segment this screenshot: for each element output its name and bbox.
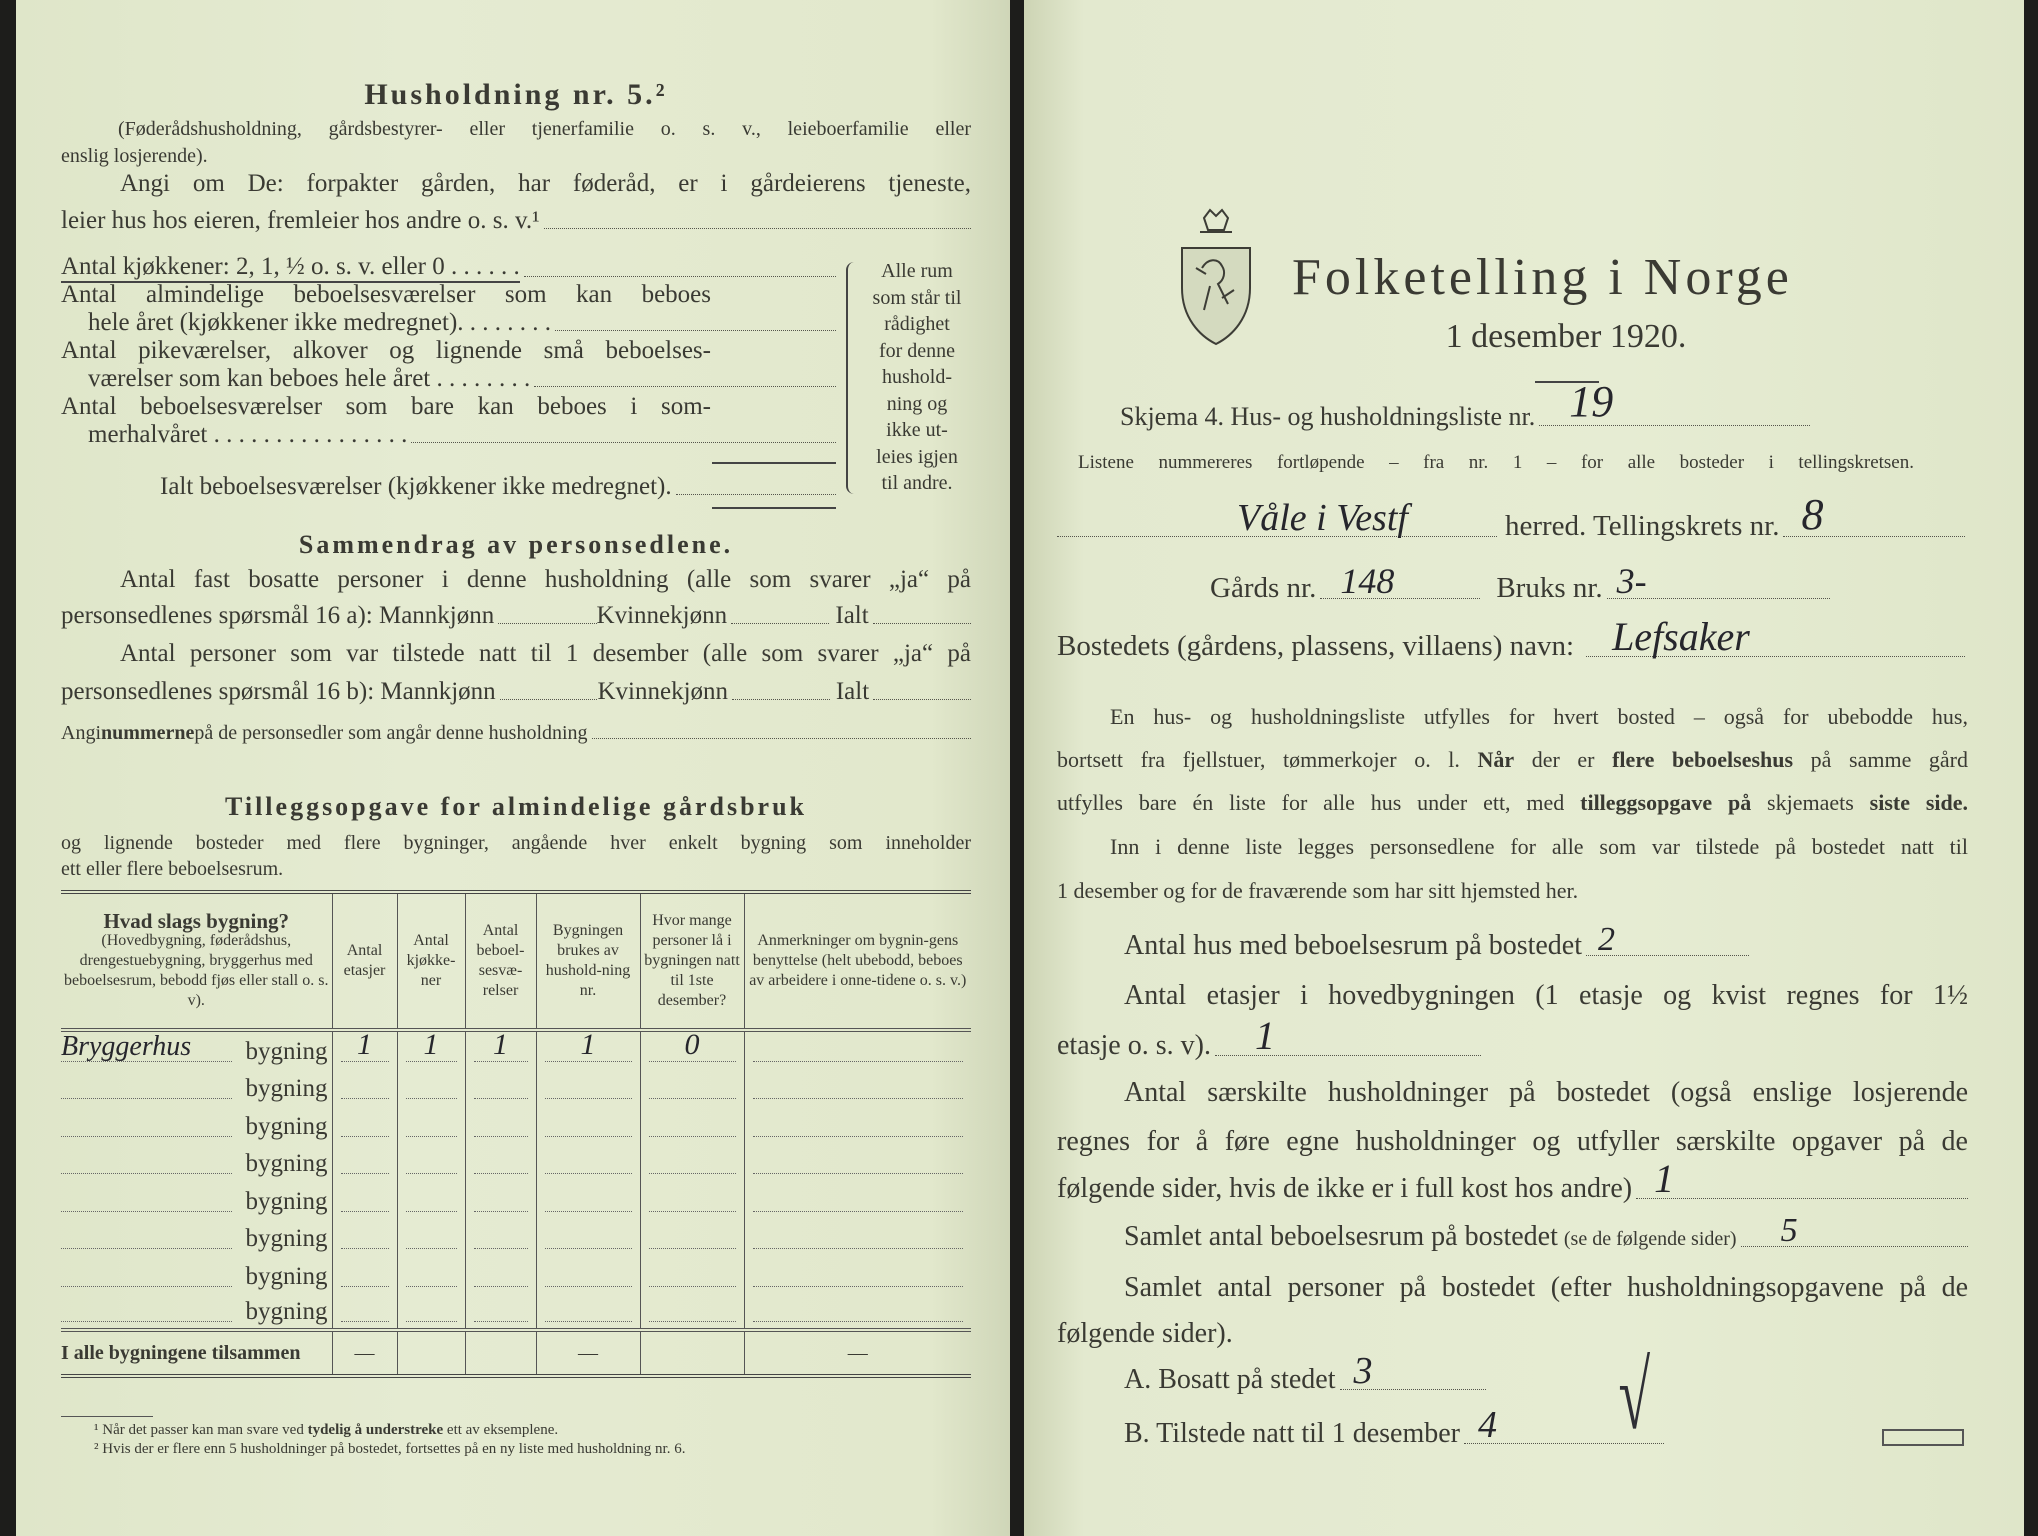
table-cell[interactable] xyxy=(744,1180,971,1218)
col-kitchens: Antal kjøkke-ner xyxy=(397,892,465,1030)
schema-field[interactable]: Skjema 4. Hus- og husholdningsliste nr. 19 xyxy=(1120,402,1810,432)
kitchens-field[interactable] xyxy=(61,253,836,283)
ordinary-rooms-field[interactable] xyxy=(88,309,836,337)
intro-line: (Føderådshusholdning, gårdsbestyrer- eller tjenerfamilie o. s. v., leieboerfamilie eller xyxy=(118,118,971,140)
instruction-line: Inn i denne liste legges personsedlene for alle som var tilstede på bostedet natt til xyxy=(1110,834,1968,859)
col-rooms: Antal beboel-sesvæ-relser xyxy=(465,892,536,1030)
intro-line: enslig losjerende). xyxy=(61,145,208,167)
total-row xyxy=(61,1330,971,1376)
building-type-cell[interactable]: bygning xyxy=(61,1068,332,1106)
households-line: Antal særskilte husholdninger på bostedet (også enslige losjerende xyxy=(1124,1077,1968,1108)
rooms-label: merhalvåret . . . . . . . . . . . . . . . . xyxy=(88,421,408,448)
table-cell[interactable] xyxy=(397,1068,465,1106)
total-rooms-field[interactable] xyxy=(160,473,836,501)
table-cell[interactable] xyxy=(640,1068,744,1106)
table-cell[interactable] xyxy=(640,1218,744,1256)
table-cell[interactable] xyxy=(332,1068,397,1106)
households-line: regnes for å føre egne husholdninger og utfyller særskilte opgaver på de xyxy=(1057,1126,1968,1157)
summary-line: Antal personer som var tilstede natt til 1 desember (alle som svarer „ja“ på xyxy=(120,640,971,667)
brace xyxy=(846,262,856,494)
table-cell[interactable] xyxy=(465,1105,536,1143)
table-cell[interactable]: 1 xyxy=(397,1030,465,1068)
listene-note: Listene nummereres fortløpende – fra nr. 1 – for alle bosteder i tellingskretsen. xyxy=(1078,452,1914,473)
buildings-table xyxy=(61,890,971,1378)
building-type-cell[interactable]: bygning xyxy=(61,1180,332,1218)
table-cell[interactable] xyxy=(397,1143,465,1181)
houses-field[interactable]: Antal hus med beboelsesrum på bostedet 2 xyxy=(1124,930,1749,962)
census-title: Folketelling i Norge xyxy=(1292,249,1793,306)
sum-rule xyxy=(712,507,836,509)
census-date: 1 desember 1920. xyxy=(1445,318,1687,355)
household-title: Husholdning nr. 5.² xyxy=(364,78,668,111)
col-household: Bygningen brukes av hushold-ning nr. xyxy=(536,892,640,1030)
resident-field[interactable]: A. Bosatt på stedet 3 xyxy=(1124,1364,1486,1396)
table-cell[interactable] xyxy=(536,1068,640,1106)
rooms-label: Antal pikeværelser, alkover og lignende små beboelses- xyxy=(61,337,711,364)
table-cell[interactable] xyxy=(536,1105,640,1143)
extra-heading: Tilleggsopgave for almindelige gårdsbruk xyxy=(224,792,808,821)
table-cell[interactable] xyxy=(744,1105,971,1143)
col-persons: Hvor mange personer lå i bygningen natt til 1ste desember? xyxy=(640,892,744,1030)
table-cell[interactable] xyxy=(332,1293,397,1331)
check-mark: √ xyxy=(1618,1342,1651,1449)
table-cell[interactable] xyxy=(397,1255,465,1293)
floors-field[interactable]: etasje o. s. v). 1 xyxy=(1057,1030,1481,1062)
table-cell[interactable] xyxy=(397,1180,465,1218)
instruction-line: 1 desember og for de fraværende som har sitt hjemsted her. xyxy=(1057,878,1579,903)
instruction-line: En hus- og husholdningsliste utfylles for hvert bosted – også for ubebodde hus, xyxy=(1110,704,1968,729)
footnote-1: ¹ Når det passer kan man svare ved tydelig å understreke ett av eksemplene. xyxy=(94,1422,559,1438)
table-cell[interactable] xyxy=(332,1143,397,1181)
table-row xyxy=(61,1068,971,1106)
table-cell[interactable] xyxy=(332,1180,397,1218)
rooms-label: Ialt beboelsesværelser (kjøkkener ikke medregnet). xyxy=(160,473,672,500)
col-remarks: Anmerkninger om bygnin-gens benyttelse (helt ubebodd, beboes av arbeidere i onne-tidene o. s. v.) xyxy=(744,892,971,1030)
table-cell[interactable] xyxy=(332,1255,397,1293)
floors-line: Antal etasjer i hovedbygningen (1 etasje og kvist regnes for 1½ xyxy=(1124,980,1968,1011)
table-row xyxy=(61,1143,971,1181)
instruction-line: utfylles bare én liste for alle hus under ett, med tilleggsopgave på skjemaets siste side. xyxy=(1057,790,1968,815)
sum-rule xyxy=(712,462,836,464)
persons-line: følgende sider). xyxy=(1057,1318,1233,1349)
table-row xyxy=(61,1180,971,1218)
table-cell[interactable] xyxy=(640,1180,744,1218)
rooms-label: hele året (kjøkkener ikke medregnet). . . . . . . . xyxy=(88,309,552,336)
herred-field[interactable]: Våle i Vestf herred. Tellingskrets nr. 8 xyxy=(1057,510,1965,543)
table-row xyxy=(61,1293,971,1331)
table-cell[interactable]: 1 xyxy=(332,1030,397,1068)
table-cell[interactable] xyxy=(536,1255,640,1293)
table-cell[interactable] xyxy=(536,1293,640,1331)
table-cell[interactable] xyxy=(744,1293,971,1331)
total-cell: — xyxy=(536,1330,640,1376)
norway-coat-of-arms-icon xyxy=(1176,208,1256,356)
present-field[interactable]: B. Tilstede natt til 1 desember 4 xyxy=(1124,1418,1664,1450)
extra-line: og lignende bosteder med flere bygninger, angående hver enkelt bygning som inneholder xyxy=(61,832,971,854)
total-cell xyxy=(640,1330,744,1376)
table-cell[interactable] xyxy=(332,1218,397,1256)
building-type-cell[interactable]: bygning xyxy=(61,1218,332,1256)
table-cell[interactable] xyxy=(640,1105,744,1143)
total-cell: — xyxy=(332,1330,397,1376)
table-cell[interactable] xyxy=(465,1218,536,1256)
table-cell[interactable] xyxy=(465,1068,536,1106)
numbers-field[interactable]: Angi nummerne på de personsedler som angår denne husholdning xyxy=(61,722,971,745)
table-cell[interactable]: 0 xyxy=(640,1030,744,1068)
total-cell xyxy=(465,1330,536,1376)
rooms-label: Antal kjøkkener: 2, 1, ½ o. s. v. eller 0 . . . . . . xyxy=(61,253,520,283)
angi-label: leier hus hos eieren, fremleier hos andre o. s. v.¹ xyxy=(61,207,540,234)
table-cell[interactable] xyxy=(465,1180,536,1218)
table-cell[interactable] xyxy=(744,1218,971,1256)
table-cell[interactable] xyxy=(536,1143,640,1181)
extra-line: ett eller flere beboelsesrum. xyxy=(61,858,284,880)
printer-stamp xyxy=(1882,1429,1964,1446)
col-building-type: Hvad slags bygning? (Hovedbygning, føderådshus, drengestuebygning, bryggerhus med beboelsesrum, bebodd fjøs eller stall o. s. v). xyxy=(61,892,332,1030)
summary-16b-fields[interactable]: personsedlenes spørsmål 16 b): Mannkjønn Kvinnekjønn Ialt xyxy=(61,678,971,706)
building-type-cell[interactable]: Bryggerhus bygning xyxy=(61,1030,328,1065)
table-cell[interactable] xyxy=(465,1143,536,1181)
table-cell[interactable]: 1 xyxy=(536,1030,640,1068)
table-cell[interactable] xyxy=(465,1293,536,1331)
table-cell[interactable]: 1 xyxy=(465,1030,536,1068)
summary-heading: Sammendrag av personsedlene. xyxy=(298,530,734,559)
summary-16a-fields[interactable]: personsedlenes spørsmål 16 a): Mannkjønn Kvinnekjønn Ialt xyxy=(61,602,971,630)
households-field[interactable]: følgende sider, hvis de ikke er i full kost hos andre) 1 xyxy=(1057,1173,1968,1205)
rooms-label: Antal almindelige beboelsesværelser som kan beboes xyxy=(61,281,711,308)
summer-rooms-field[interactable] xyxy=(88,421,836,449)
rooms-label: Antal beboelsesværelser som bare kan beboes i som- xyxy=(61,393,711,420)
table-cell[interactable] xyxy=(744,1030,971,1068)
table-cell[interactable] xyxy=(744,1143,971,1181)
persons-line: Samlet antal personer på bostedet (efter husholdningsopgavene på de xyxy=(1124,1272,1968,1303)
footnote-2: ² Hvis der er flere enn 5 husholdninger på bostedet, fortsettes på en ny liste med husholdning nr. 6. xyxy=(94,1441,686,1457)
bosted-field[interactable]: Bostedets (gårdens, plassens, villaens) navn: Lefsaker xyxy=(1057,630,1965,663)
angi-line: Angi om De: forpakter gården, har føderåd, er i gårdeierens tjeneste, xyxy=(120,170,971,197)
gards-bruks-field[interactable]: Gårds nr. 148 Bruks nr. 3- xyxy=(1210,572,1830,605)
table-cell[interactable] xyxy=(465,1255,536,1293)
table-row xyxy=(61,1105,971,1143)
total-label: I alle bygningene tilsammen xyxy=(61,1330,332,1376)
footnote-rule xyxy=(61,1416,153,1417)
table-cell[interactable] xyxy=(744,1255,971,1293)
total-rooms-field[interactable]: Samlet antal beboelsesrum på bostedet (se de følgende sider) 5 xyxy=(1124,1221,1968,1253)
total-cell xyxy=(397,1330,465,1376)
building-type-cell[interactable]: bygning xyxy=(61,1293,332,1331)
table-cell[interactable] xyxy=(640,1255,744,1293)
table-row xyxy=(61,1218,971,1256)
instruction-line: bortsett fra fjellstuer, tømmerkojer o. l. Når der er flere beboelseshus på samme gård xyxy=(1057,747,1969,772)
angi-field[interactable] xyxy=(61,207,971,235)
table-cell[interactable] xyxy=(744,1068,971,1106)
summary-line: Antal fast bosatte personer i denne husholdning (alle som svarer „ja“ på xyxy=(120,566,971,593)
col-floors: Antal etasjer xyxy=(332,892,397,1030)
building-type-cell[interactable]: bygning xyxy=(61,1143,332,1181)
building-type-cell[interactable]: bygning xyxy=(61,1105,332,1143)
table-cell[interactable] xyxy=(640,1143,744,1181)
small-rooms-field[interactable] xyxy=(88,365,836,393)
total-cell: — xyxy=(744,1330,971,1376)
table-row xyxy=(61,1255,971,1293)
table-cell[interactable] xyxy=(640,1293,744,1331)
table-row xyxy=(61,1030,971,1068)
side-note: Alle rum som står til rådighet for denne hushold- ning og ikke ut- leies igjen til andre. xyxy=(872,260,962,494)
table-cell[interactable] xyxy=(536,1218,640,1256)
building-type-cell[interactable]: bygning xyxy=(61,1255,332,1293)
rooms-label: værelser som kan beboes hele året . . . . . . . . xyxy=(88,365,531,392)
table-cell[interactable] xyxy=(397,1293,465,1331)
table-cell[interactable] xyxy=(332,1105,397,1143)
table-cell[interactable] xyxy=(397,1218,465,1256)
table-cell[interactable] xyxy=(397,1105,465,1143)
table-cell[interactable] xyxy=(536,1180,640,1218)
